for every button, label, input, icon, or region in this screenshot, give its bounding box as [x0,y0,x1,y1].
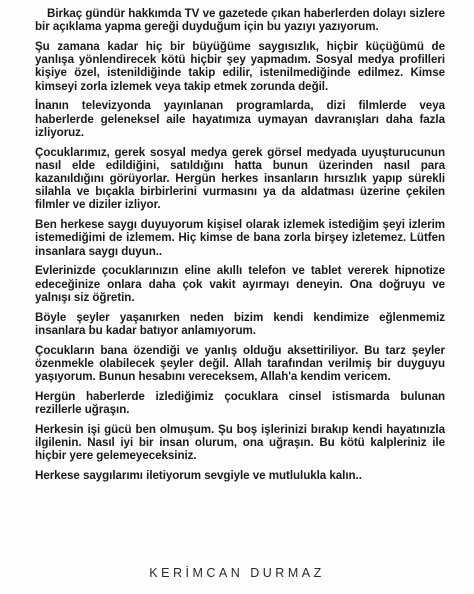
paragraph: Birkaç gündür hakkımda TV ve gazetede çıkan haberlerden dolayı sizlere bir açıklama yapma gereği duyduğum için bu yazıyı yazıyorum. [35,7,445,34]
paragraph: Herkesin işi gücü ben olmuşum. Şu boş işlerinizi bırakıp kendi hayatınızla ilgilenin. Nasıl iyi bir insan olurum, ona uğraşın. Bu kötü kalpleriniz ile hiçbir yere gelemeyeceksiniz. [35,422,445,463]
paragraph: Böyle şeyler yaşanırken neden bizim kendi kendimize eğlenmemiz insanlara bu kadar batıyor anlamıyorum. [35,310,445,337]
paragraph: Herkese saygılarımı iletiyorum sevgiyle ve mutlulukla kalın.. [35,469,362,483]
paragraph: Ben herkese saygı duyuyorum kişisel olarak izlemek istediğim şeyi izlerim istemediğimi de izlemem. Hiç kimse de bana zorla birşey izletemez. Lütfen insanlara saygı duyun.. [35,218,445,258]
paragraph: İnanın televizyonda yayınlanan programlarda, dizi filmlerde veya haberlerde geleneksel aile hayatımıza uymayan davranışları daha fazla izliyoruz. [35,99,445,139]
paragraph: Çocuklarımız, gerek sosyal medya gerek görsel medyada uyuşturucunun nasıl elde edildiğini, satıldığını hatta bunun üzerinden nasıl para kazanıldığını görüyorlar. Hergün herkes insanların hırsızlık yapıp sürekli silahla ve bıçakla birbirlerini vurmasını ya da aldatması üzerine çekilen filmler ve diziler izliyor. [35,145,445,212]
letter-body [35,7,445,489]
paragraph: Hergün haberlerde izlediğimiz çocuklara cinsel istismarda bulunan rezillerle uğraşın. [35,389,445,417]
signature: KERİMCAN DURMAZ [149,566,325,580]
paragraph: Şu zamana kadar hiç bir büyüğüme saygısızlık, hiçbir küçüğümü de yanlışa yönlendirecek kötü hiçbir şey yapmadım. Sosyal medya profilleri kişiye özel, istenildiğinde takip edilir, istenilmediğinde edilmez. Kimse kimseyi zorla izlemek veya takip etmek zorunda değil. [35,40,445,93]
paragraph: Çocukların bana özendiği ve yanlış olduğu aksettiriliyor. Bu tarz şeyler özenmekle olabilecek şeyler değil. Allah tarafından verilmiş bir duyguyu yaşıyorum. Bunun hesabını vereceksem, Allah'a kendim vericem. [35,343,445,384]
paragraph: Evlerinizde çocuklarınızın eline akıllı telefon ve tablet vererek hipnotize edeceğinize onlara daha çok vakit ayırmayı deneyin. Ona doğruyu ve yalnışı siz öğretin. [35,264,445,304]
